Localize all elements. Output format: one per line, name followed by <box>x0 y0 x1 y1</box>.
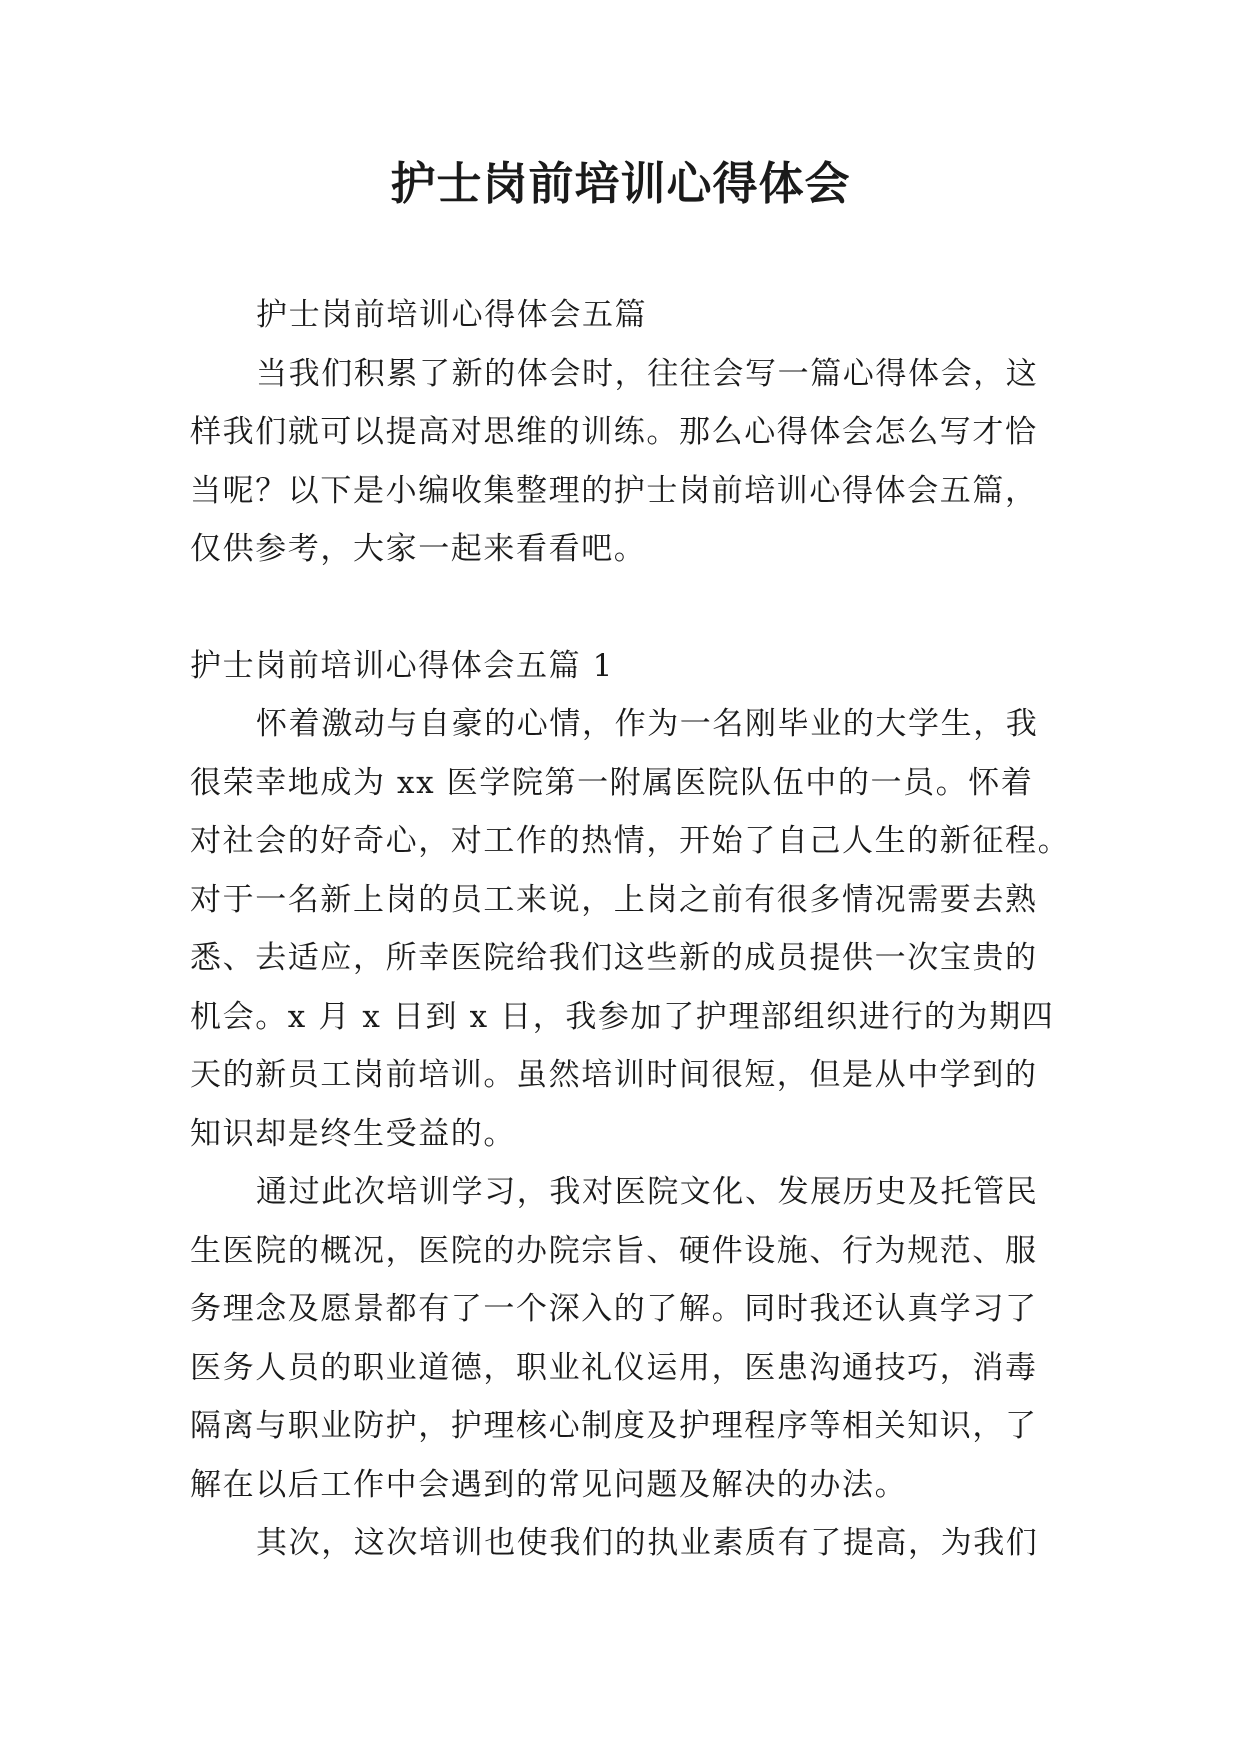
text-line: 对于一名新上岗的员工来说，上岗之前有很多情况需要去熟 <box>190 881 1038 918</box>
text-line: 仅供参考，大家一起来看看吧。 <box>190 531 647 567</box>
text-line: 很荣幸地成为 xx 医学院第一附属医院队伍中的一员。怀着 <box>190 764 1034 801</box>
text-line: 样我们就可以提高对思维的训练。那么心得体会怎么写才恰 <box>190 414 1038 450</box>
document-title: 护士岗前培训心得体会 <box>390 157 851 210</box>
text-line: 护士岗前培训心得体会五篇 <box>256 297 648 333</box>
text-line: 知识却是终生受益的。 <box>190 1115 516 1152</box>
text-line: 务理念及愿景都有了一个深入的了解。同时我还认真学习了 <box>190 1291 1038 1327</box>
text-line: 生医院的概况，医院的办院宗旨、硬件设施、行为规范、服 <box>190 1232 1038 1269</box>
section-heading <box>190 637 1050 696</box>
text-line: 当呢？以下是小编收集整理的护士岗前培训心得体会五篇， <box>190 472 1038 509</box>
paragraph-gap <box>190 579 1050 637</box>
paragraph-body <box>190 1163 1050 1514</box>
text-line: 通过此次培训学习，我对医院文化、发展历史及托管民 <box>256 1174 1039 1210</box>
text-line: 对社会的好奇心，对工作的热情，开始了自己人生的新征程。 <box>190 823 1071 859</box>
text-line: 怀着激动与自豪的心情，作为一名刚毕业的大学生，我 <box>256 706 1039 742</box>
text-line: 解在以后工作中会遇到的常见问题及解决的办法。 <box>190 1466 908 1503</box>
text-line: 隔离与职业防护，护理核心制度及护理程序等相关知识，了 <box>190 1408 1038 1444</box>
paragraph-intro <box>190 345 1050 579</box>
text-line: 悉、去适应，所幸医院给我们这些新的成员提供一次宝贵的 <box>190 940 1038 976</box>
text-line: 医务人员的职业道德，职业礼仪运用，医患沟通技巧，消毒 <box>190 1349 1038 1386</box>
paragraph-body <box>190 1514 1050 1573</box>
text-line: 护士岗前培训心得体会五篇 1 <box>190 647 614 684</box>
text-line: 机会。x 月 x 日到 x 日，我参加了护理部组织进行的为期四 <box>190 998 1055 1035</box>
document-body <box>190 286 1071 1573</box>
text-line: 当我们积累了新的体会时，往往会写一篇心得体会，这 <box>256 355 1039 392</box>
paragraph-intro-heading <box>190 286 1050 345</box>
text-line: 其次，这次培训也使我们的执业素质有了提高，为我们 <box>256 1525 1039 1561</box>
paragraph-body <box>190 695 1071 1163</box>
text-line: 天的新员工岗前培训。虽然培训时间很短，但是从中学到的 <box>190 1057 1038 1093</box>
